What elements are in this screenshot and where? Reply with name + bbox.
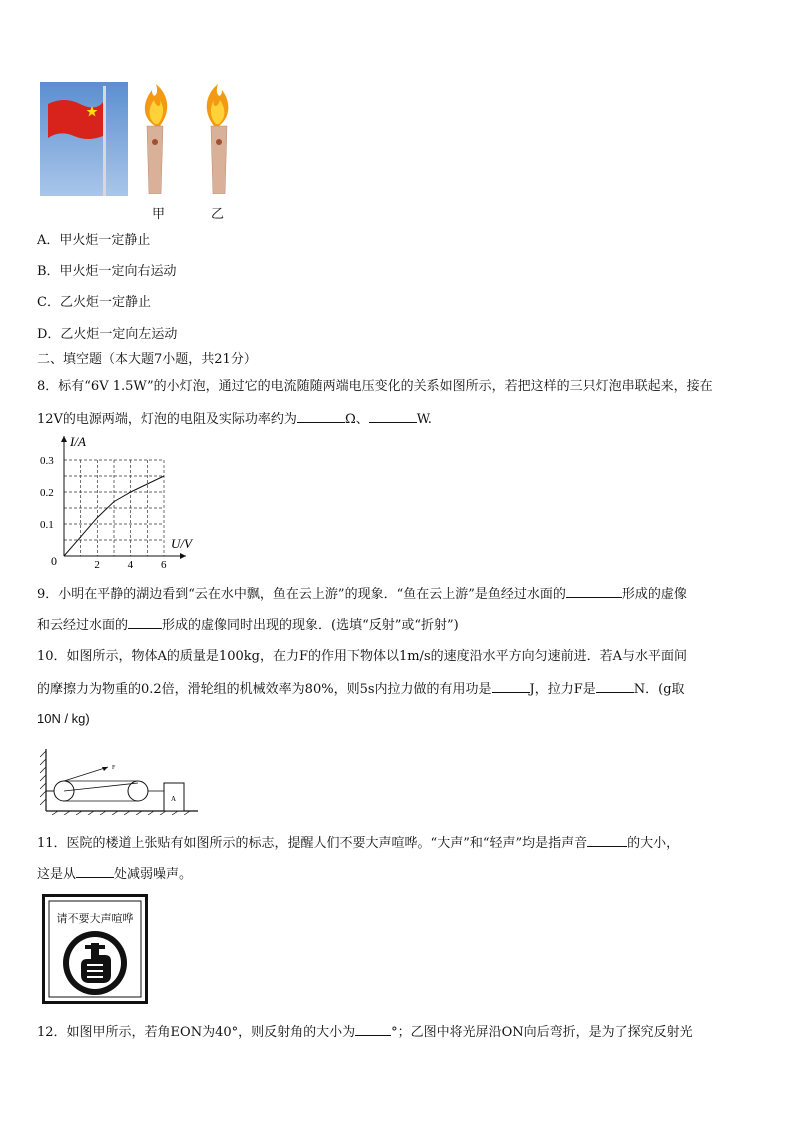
q8-blank-power[interactable] [369,410,417,423]
q9-line1-b: 形成的虚像 [621,587,687,602]
pulley-force-label: F [112,765,116,771]
quiet-sign-text: 请不要大声喧哗 [56,912,134,925]
q12-blank-angle[interactable] [355,1023,391,1036]
q7-option-c: C．乙火炬一定静止 [37,295,151,310]
q11-blank-property[interactable] [587,834,627,847]
q8-line2 [37,408,432,427]
q9-blank-fish[interactable] [566,585,622,598]
q9-line1-a: 9．小明在平静的湖边看到“云在水中飘，鱼在云上游”的现象．“鱼在云上游”是鱼经过水面的 [37,587,566,602]
q8-line2-c: W. [416,412,432,427]
pulley-block-label: A [171,795,177,803]
q9-line1 [37,583,687,602]
x-axis-arrow [180,553,186,559]
q11-line1-a: 11．医院的楼道上张贴有如图所示的标志，提醒人们不要大声喧哗。“大声”和“轻声”均是指声音 [37,836,588,851]
q8-line1: 8．标有“6V 1.5W”的小灯泡，通过它的电流随随两端电压变化的关系如图所示，若把这样的三只灯泡串联起来，接在 [37,379,713,394]
q7-option-b: B．甲火炬一定向右运动 [37,264,177,279]
q11-line1-b: 的大小， [627,836,680,851]
q11-line2 [37,863,192,882]
q7-option-a: A．甲火炬一定静止 [37,233,151,248]
y-tick-label: 0.1 [40,519,54,531]
q7-option-d: D．乙火炬一定向左运动 [37,327,178,342]
q10-line2-c: N．(g取 [633,682,685,697]
chart-axes [61,436,186,559]
q8-line2-b: Ω、 [344,412,369,427]
y-tick-label: 0.2 [40,487,54,499]
flag-image [40,82,128,196]
q10-line2-b: J，拉力F是 [529,682,596,697]
torch-a-image [138,82,172,194]
q12-line1-a: 12．如图甲所示，若角EON为40°，则反射角的大小为 [37,1025,356,1040]
chart-grid [64,460,164,556]
iv-chart [38,432,208,572]
y-tick-label: 0.3 [40,455,54,467]
q9-line2-b: 形成的虚像同时出现的现象．(选填“反射”或“折射”) [162,618,459,633]
q9-line2-a: 和云经过水面的 [37,618,129,633]
y-axis-arrow [61,436,67,442]
torch-a-label: 甲 [152,207,166,222]
q10-blank-force[interactable] [596,680,634,693]
q9-line2 [37,614,459,633]
q8-line2-a: 12V的电源两端，灯泡的电阻及实际功率约为 [37,412,297,427]
chart-ylabel: I/A [70,434,86,449]
q10-line2-a: 的摩擦力为物重的0.2倍，滑轮组的机械效率为80%，则5s内拉力做的有用功是 [37,682,492,697]
x-tick-label: 4 [127,559,134,571]
q11-blank-location[interactable] [76,865,114,878]
torch-b-image [202,82,236,194]
q10-blank-work[interactable] [492,680,530,693]
chart-ticks [40,455,167,571]
torch-b-label: 乙 [211,207,225,222]
q12-line1-b: °；乙图中将光屏沿ON向后弯折，是为了探究反射光 [391,1025,693,1040]
q10-line3: 10N / kg) [37,711,90,726]
q11-line1 [37,832,679,851]
chart-origin-label: 0 [51,554,57,568]
q10-line1: 10．如图所示，物体A的质量是100kg，在力F的作用下物体以1m/s的速度沿水平方向匀速前进．若A与水平面间 [37,649,688,664]
q8-blank-resistance[interactable] [297,410,345,423]
q10-line2 [37,678,685,697]
x-tick-label: 2 [94,559,100,571]
x-tick-label: 6 [161,559,167,571]
chart-xlabel: U/V [171,536,192,551]
q11-line2-a: 这是从 [37,867,77,882]
q11-line2-b: 处减弱噪声。 [114,867,193,882]
q9-blank-cloud[interactable] [128,616,162,629]
q12-line1 [37,1021,693,1040]
quiet-sign [42,894,148,1004]
section2-title: 二、填空题（本大题7小题，共21分） [37,352,257,367]
pulley-figure [40,745,202,815]
